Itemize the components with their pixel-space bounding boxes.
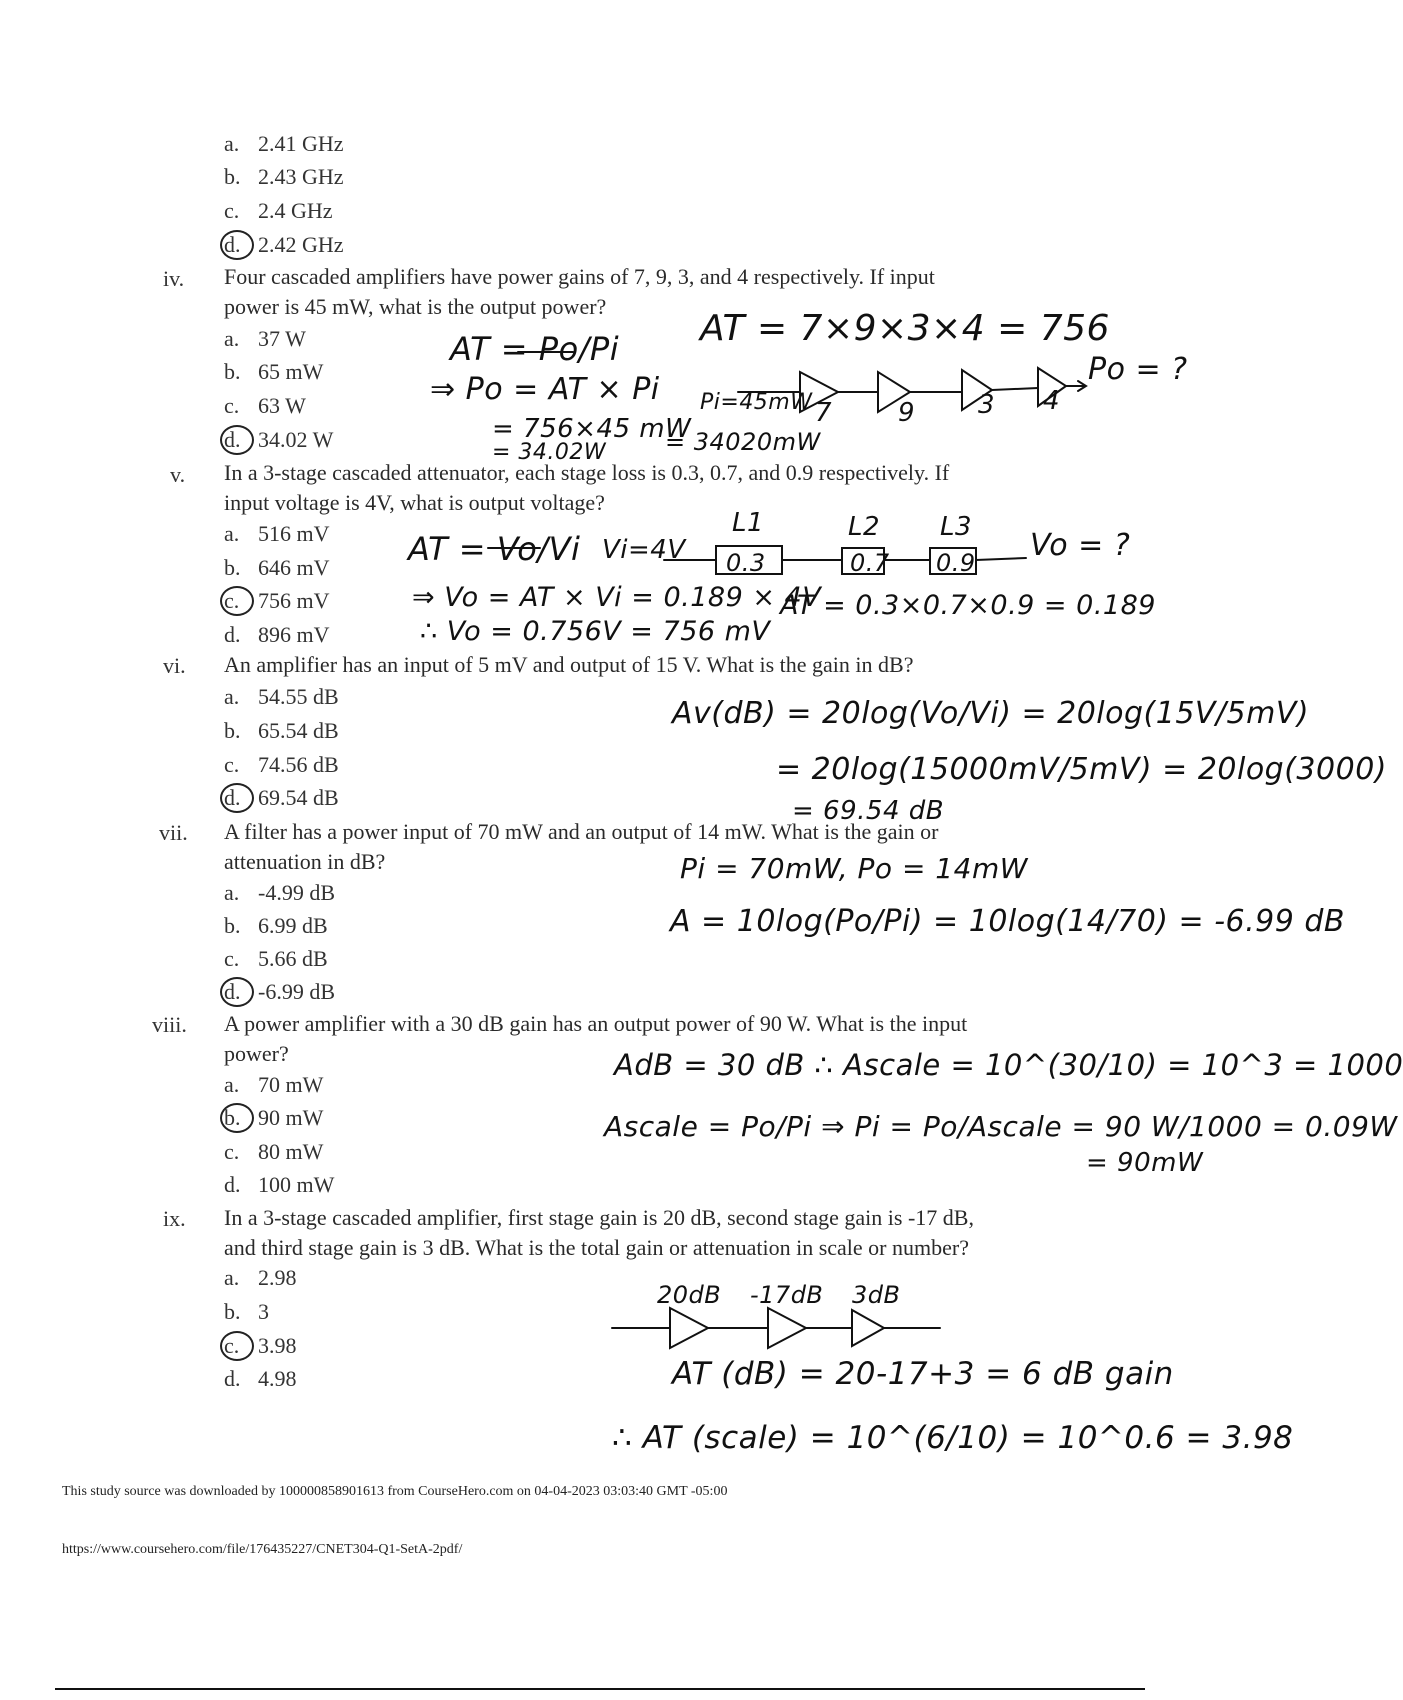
stem-line: and third stage gain is 3 dB. What is the total gain or attenuation in scale or number? [224, 1235, 969, 1260]
handwritten-label: Po = ? [1088, 352, 1188, 387]
stem-line: Four cascaded amplifiers have power gains of 7, 9, 3, and 4 respectively. If input [224, 264, 935, 289]
option-letter: c. [224, 198, 240, 223]
stage-gain: 4 [1043, 386, 1061, 416]
option-letter: b. [224, 913, 241, 938]
handwritten-calc: = 34.02W [492, 440, 607, 465]
option-letter: b. [224, 1299, 241, 1324]
option-letter: d. [224, 622, 241, 647]
option-letter: c. [224, 946, 240, 971]
option-text: 65 mW [258, 359, 324, 384]
option-letter: a. [224, 1072, 240, 1097]
stage-loss: 0.7 [850, 549, 890, 577]
stage-label: L1 [732, 508, 765, 538]
option-text: 74.56 dB [258, 752, 339, 777]
option-text: 69.54 dB [258, 785, 339, 810]
option-text: 3 [258, 1299, 269, 1324]
option-text: 2.98 [258, 1265, 297, 1290]
option-letter: b. [224, 164, 241, 189]
attenuator-cascade-diagram [664, 546, 1026, 574]
stage-gain: 3 [978, 390, 996, 420]
option-letter: c. [224, 1139, 240, 1164]
option-letter: d. [224, 785, 241, 810]
option-text: -6.99 dB [258, 979, 335, 1004]
stem-line: attenuation in dB? [224, 849, 386, 874]
option-text: 90 mW [258, 1105, 324, 1130]
stem-line: input voltage is 4V, what is output voltage? [224, 490, 605, 515]
handwritten-result: ∴ AT (scale) = 10^(6/10) = 10^0.6 = 3.98 [612, 1420, 1294, 1456]
option-letter: d. [224, 1172, 241, 1197]
option-text: 2.41 GHz [258, 131, 344, 156]
stem-line: In a 3-stage cascaded amplifier, first stage gain is 20 dB, second stage gain is -17 dB, [224, 1205, 974, 1230]
option-text: 6.99 dB [258, 913, 328, 938]
option-text: 2.42 GHz [258, 232, 344, 257]
option-text: 100 mW [258, 1172, 335, 1197]
stage-label: L2 [848, 512, 881, 542]
option-letter: d. [224, 427, 241, 452]
option-letter: a. [224, 1265, 240, 1290]
amplifier-triangle [962, 370, 992, 410]
handwritten-formula: Av(dB) = 20log(Vo/Vi) = 20log(15V/5mV) [672, 696, 1310, 731]
option-text: 34.02 W [258, 427, 334, 452]
question-number: iv. [163, 266, 185, 291]
stem-line: A filter has a power input of 70 mW and an output of 14 mW. What is the gain or [224, 819, 939, 844]
handwritten-result: = 90mW [1086, 1148, 1204, 1178]
attenuator-box [930, 548, 976, 574]
option-text: 80 mW [258, 1139, 324, 1164]
option-letter: a. [224, 880, 240, 905]
question-number: viii. [152, 1012, 187, 1037]
option-text: -4.99 dB [258, 880, 335, 905]
option-letter: a. [224, 131, 240, 156]
source-url[interactable]: https://www.coursehero.com/file/176435227/CNET304-Q1-SetA-2pdf/ [62, 1542, 463, 1557]
option-letter: b. [224, 555, 241, 580]
stem-line: power? [224, 1041, 289, 1066]
option-text: 37 W [258, 326, 306, 351]
option-text: 4.98 [258, 1366, 297, 1391]
option-letter: c. [224, 752, 240, 777]
option-text: 896 mV [258, 622, 330, 647]
stem-line: power is 45 mW, what is the output power? [224, 294, 607, 319]
stage-gain: 20dB [657, 1281, 722, 1309]
question-number: v. [170, 462, 186, 487]
option-letter: a. [224, 684, 240, 709]
option-letter: b. [224, 359, 241, 384]
option-letter: b. [224, 1105, 241, 1130]
option-text: 63 W [258, 393, 306, 418]
option-text: 3.98 [258, 1333, 297, 1358]
handwritten-formula: AT (dB) = 20-17+3 = 6 dB gain [672, 1356, 1174, 1392]
attenuator-box [842, 548, 884, 574]
option-letter: c. [224, 1333, 240, 1358]
option-letter: d. [224, 1366, 241, 1391]
handwritten-label: Vi=4V [602, 535, 686, 565]
handwritten-formula: AT = 0.3×0.7×0.9 = 0.189 [780, 590, 1156, 621]
option-text: 5.66 dB [258, 946, 328, 971]
stage-gain: 9 [898, 398, 916, 428]
amplifier-cascade-diagram [738, 368, 1086, 412]
handwritten-formula: AT = 7×9×3×4 = 756 [700, 308, 1110, 349]
handwritten-formula: AT = Po/Pi [450, 330, 620, 368]
handwritten-formula: Ascale = Po/Pi ⇒ Pi = Po/Ascale = 90 W/1000 = 0.09W [604, 1110, 1398, 1143]
handwritten-given: Pi = 70mW, Po = 14mW [680, 852, 1028, 885]
option-letter: c. [224, 588, 240, 613]
option-text: 756 mV [258, 588, 330, 613]
stage-gain: 7 [815, 398, 833, 428]
option-letter: b. [224, 718, 241, 743]
question-number: vii. [159, 820, 188, 845]
option-text: 54.55 dB [258, 684, 339, 709]
amplifier-triangle [852, 1310, 884, 1346]
option-letter: c. [224, 393, 240, 418]
handwritten-label: Pi=45mW [700, 390, 813, 415]
option-letter: a. [224, 521, 240, 546]
stage-loss: 0.9 [936, 549, 976, 577]
stem-line: A power amplifier with a 30 dB gain has an output power of 90 W. What is the input [224, 1011, 968, 1036]
handwritten-formula: AdB = 30 dB ∴ Ascale = 10^(30/10) = 10^3 = 1000 [614, 1048, 1403, 1082]
handwritten-formula: = 20log(15000mV/5mV) = 20log(3000) [776, 752, 1387, 787]
option-text: 516 mV [258, 521, 330, 546]
attenuator-box [716, 546, 782, 574]
stage-label: L3 [940, 512, 973, 542]
option-letter: d. [224, 232, 241, 257]
handwritten-formula: AT = Vo/Vi [408, 530, 581, 568]
amplifier-cascade-diagram [612, 1308, 940, 1348]
handwritten-result: = 69.54 dB [792, 796, 945, 826]
amplifier-triangle [1038, 368, 1066, 406]
stage-loss: 0.3 [726, 549, 766, 577]
stem-line: In a 3-stage cascaded attenuator, each stage loss is 0.3, 0.7, and 0.9 respectively. If [224, 460, 950, 485]
option-text: 646 mV [258, 555, 330, 580]
option-text: 2.4 GHz [258, 198, 333, 223]
option-letter: d. [224, 979, 241, 1004]
option-text: 65.54 dB [258, 718, 339, 743]
amplifier-triangle [670, 1308, 708, 1348]
handwritten-calc: = 756×45 mW [492, 414, 692, 444]
handwritten-formula: ⇒ Vo = AT × Vi = 0.189 × 4V [412, 582, 822, 613]
handwritten-calc: = 34020mW [665, 428, 821, 456]
option-text: 2.43 GHz [258, 164, 344, 189]
stem-line: An amplifier has an input of 5 mV and output of 15 V. What is the gain in dB? [224, 652, 914, 677]
handwritten-formula: ⇒ Po = AT × Pi [430, 372, 660, 407]
amplifier-triangle [800, 372, 838, 412]
stage-gain: 3dB [852, 1281, 901, 1309]
option-letter: a. [224, 326, 240, 351]
option-text: 70 mW [258, 1072, 324, 1097]
amplifier-triangle [878, 372, 910, 412]
question-number: vi. [163, 653, 186, 678]
question-number: ix. [163, 1206, 186, 1231]
stage-gain: -17dB [750, 1281, 824, 1309]
handwritten-result: ∴ Vo = 0.756V = 756 mV [420, 616, 771, 647]
bottom-rule [55, 1688, 1145, 1690]
download-notice: This study source was downloaded by 100000858901613 from CourseHero.com on 04-04-2023 03:03:40 GMT -05:00 [62, 1484, 728, 1499]
amplifier-triangle [768, 1308, 806, 1348]
handwritten-label: Vo = ? [1030, 528, 1131, 563]
handwritten-formula: A = 10log(Po/Pi) = 10log(14/70) = -6.99 dB [670, 904, 1345, 939]
